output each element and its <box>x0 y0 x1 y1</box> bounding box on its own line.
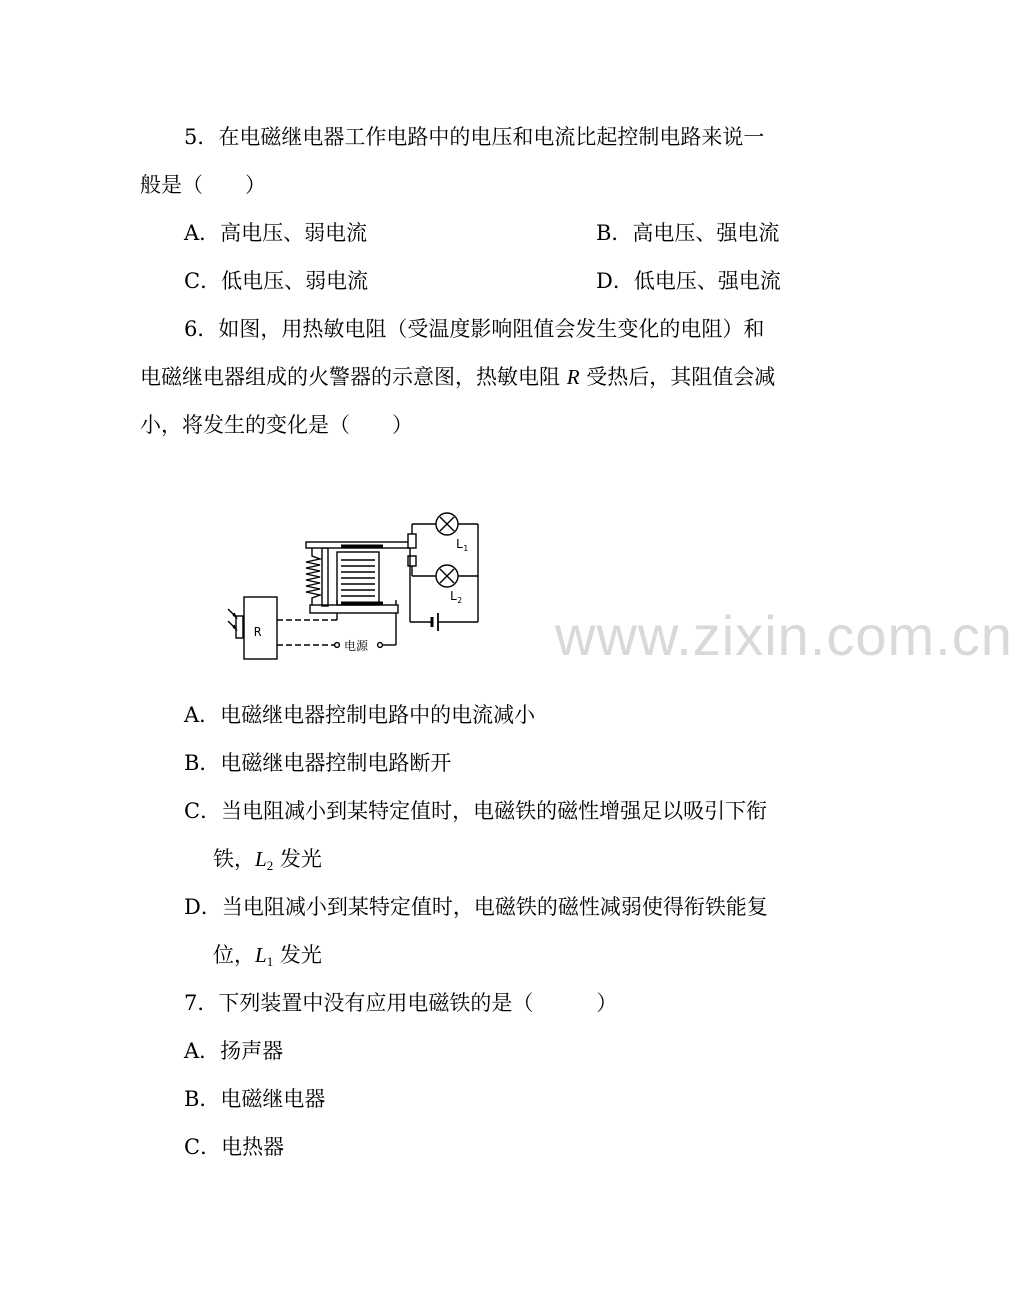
circuit-diagram <box>225 508 495 668</box>
q5-option-b: B．高电压、强电流 <box>596 221 780 245</box>
q6-option-b: B．电磁继电器控制电路断开 <box>184 751 452 775</box>
q5-stem-line2: 般是（ ） <box>140 173 266 197</box>
q7-option-a: A．扬声器 <box>184 1039 284 1063</box>
q5-option-c: C．低电压、弱电流 <box>184 269 369 293</box>
q6-option-c-line2: 铁，$L_2$ 发光 <box>213 847 322 873</box>
watermark: www.zixin.com.cn <box>555 604 1013 667</box>
label-l2: $L_2$ <box>450 589 463 605</box>
q6-option-d-line2: 位，$L_1$ 发光 <box>213 943 322 969</box>
q6-stem-line2 <box>140 364 775 390</box>
q6-stem-var-r: R <box>566 365 580 389</box>
label-r: R <box>254 625 262 639</box>
q7-option-b: B．电磁继电器 <box>184 1087 326 1111</box>
q6-option-a: A．电磁继电器控制电路中的电流减小 <box>184 703 536 727</box>
q6-stem-line1: 6．如图，用热敏电阻（受温度影响阻值会发生变化的电阻）和 <box>184 317 765 341</box>
label-l1: $L_1$ <box>456 537 469 553</box>
q5-stem-line1: 5．在电磁继电器工作电路中的电压和电流比起控制电路来说一 <box>184 125 765 149</box>
label-power: 电源 <box>344 639 369 653</box>
q6-stem-line2-b: 受热后，其阻值会减 <box>579 365 776 389</box>
q5-option-a: A．高电压、弱电流 <box>184 221 368 245</box>
q5-option-d: D．低电压、强电流 <box>596 269 781 293</box>
q6-stem-line3: 小，将发生的变化是（ ） <box>140 413 413 437</box>
q6-stem-line2-a: 电磁继电器组成的火警器的示意图，热敏电阻 <box>140 365 567 389</box>
q6-option-d-line1: D．当电阻减小到某特定值时，电磁铁的磁性减弱使得衔铁能复 <box>184 895 768 919</box>
q7-option-c: C．电热器 <box>184 1135 285 1159</box>
q7-stem: 7．下列装置中没有应用电磁铁的是（ ） <box>184 991 618 1015</box>
q6-option-c-line1: C．当电阻减小到某特定值时，电磁铁的磁性增强足以吸引下衔 <box>184 799 768 823</box>
